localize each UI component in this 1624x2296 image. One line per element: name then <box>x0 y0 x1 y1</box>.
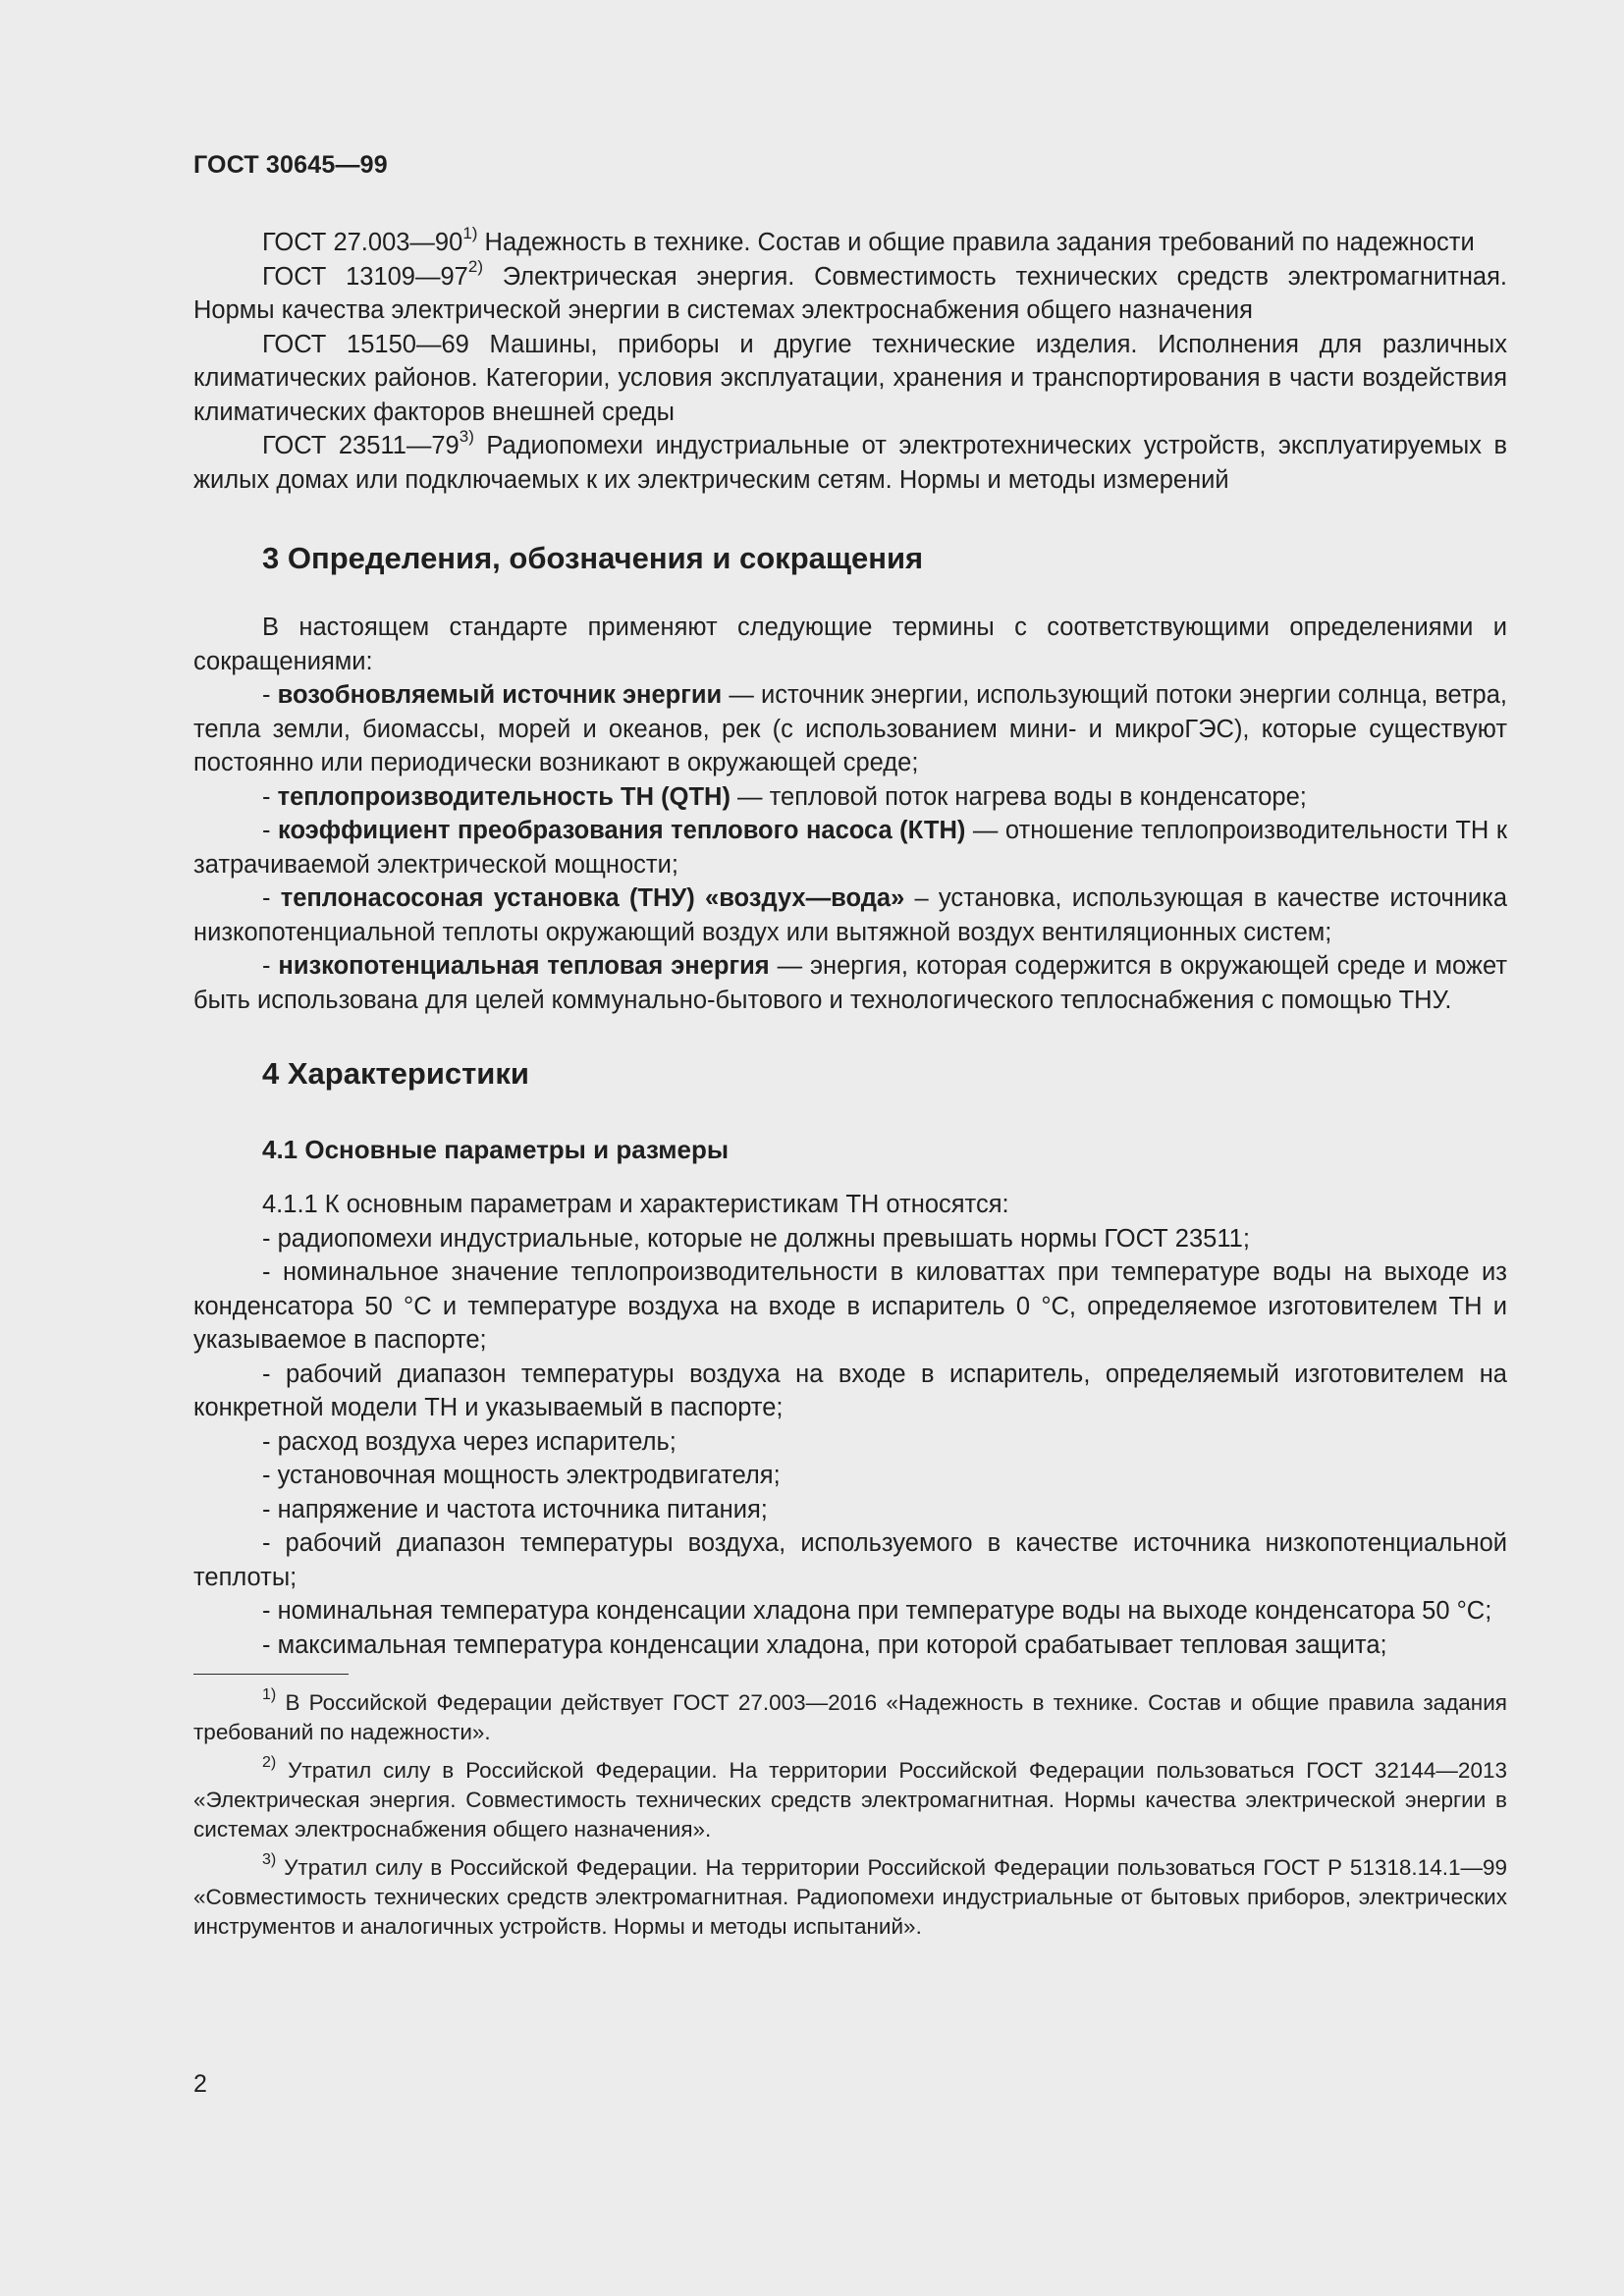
list-dash: - <box>262 817 279 844</box>
footnote-separator <box>193 1674 349 1675</box>
term: низкопотенциальная тепловая энергия <box>278 952 770 980</box>
definition-item <box>193 678 1507 780</box>
term: теплонасосоная установка (ТНУ) «воздух—вода» <box>280 884 905 912</box>
term: коэффициент преобразования теплового насоса (КТН) <box>278 817 966 844</box>
reference-code: ГОСТ 27.003—90 <box>262 229 463 256</box>
reference-item <box>193 328 1507 430</box>
list-dash: - <box>262 681 278 709</box>
footnote-text: В Российской Федерации действует ГОСТ 27.003—2016 «Надежность в технике. Состав и общие правила задания требований по надежности». <box>193 1690 1507 1744</box>
list-item: - рабочий диапазон температуры воздуха, используемого в качестве источника низкопотенциальной теплоты; <box>193 1529 1507 1591</box>
reference-title: Радиопомехи индустриальные от электротехнических устройств, эксплуатируемых в жилых домах или подключаемых к их электрическим сетям. Нормы и методы измерений <box>193 432 1507 494</box>
footnote-mark: 1) <box>462 223 478 242</box>
list-item: - расход воздуха через испаритель; <box>262 1427 677 1456</box>
footnote <box>193 1850 1507 1942</box>
list-item: - максимальная температура конденсации хладона, при которой срабатывает тепловая защита; <box>262 1630 1387 1659</box>
reference-code: ГОСТ 23511—79 <box>262 432 460 459</box>
page-number: 2 <box>193 2070 207 2098</box>
list-item: - напряжение и частота источника питания; <box>262 1495 768 1523</box>
term-definition: — тепловой поток нагрева воды в конденсаторе; <box>730 782 1307 811</box>
footnote-mark: 3) <box>262 1850 277 1868</box>
list-dash: - <box>262 884 281 912</box>
reference-item <box>193 223 1507 260</box>
term-definition: – установка, использующая в качестве источника низкопотенциальной теплоты окружающий воздух или вытяжной воздух вентиляционных систем; <box>193 884 1507 946</box>
section-3-intro: В настоящем стандарте применяют следующие термины с соответствующими определениями и сокращениями: <box>193 614 1507 675</box>
reference-code: ГОСТ 13109—97 <box>262 262 468 291</box>
reference-item <box>193 257 1507 328</box>
document-code-header: ГОСТ 30645—99 <box>193 151 388 179</box>
page-content <box>193 145 1507 1950</box>
list-item: - установочная мощность электродвигателя; <box>262 1462 781 1489</box>
term-definition: — источник энергии, использующий потоки энергии солнца, ветра, тепла земли, биомассы, морей и океанов, рек (с использованием мини- и микроГЭС), которые существуют постоянно или периодически возникают в окружающей среде; <box>193 681 1507 776</box>
footnote-mark: 3) <box>459 426 474 446</box>
footnote-mark: 2) <box>262 1753 277 1771</box>
footnotes <box>193 1685 1507 1942</box>
list-item: - номинальная температура конденсации хладона при температуре воды на выходе конденсатора 50 °С; <box>262 1597 1492 1625</box>
list-item: - номинальное значение теплопроизводительности в киловаттах при температуре воды на выходе из конденсатора 50 °С и температуре воздуха на входе в испаритель 0 °С, определяемое изготовителем ТН и указываемое в паспорте; <box>193 1258 1507 1354</box>
definition-item <box>193 881 1507 949</box>
subsection-4-1-heading: 4.1 Основные параметры и размеры <box>262 1135 730 1164</box>
reference-code: ГОСТ 15150—69 <box>262 330 469 358</box>
section-4-heading: 4 Характеристики <box>262 1056 529 1091</box>
definition-item <box>193 949 1507 1017</box>
term-definition: — отношение теплопроизводительности ТН к затрачиваемой электрической мощности; <box>193 817 1507 879</box>
footnote-mark: 1) <box>262 1685 277 1703</box>
list-dash: - <box>262 952 279 980</box>
list-dash: - <box>262 782 278 811</box>
footnote-text: Утратил силу в Российской Федерации. На территории Российской Федерации пользоваться ГОСТ Р 51318.14.1—99 «Совместимость технических средств электромагнитная. Радиопомехи индустриальные от бытовых приборов, электрических инструментов и аналогичных устройств. Нормы и методы испытаний». <box>193 1855 1507 1939</box>
clause-4-1-1-lead: 4.1.1 К основным параметрам и характеристикам ТН относятся: <box>262 1191 1009 1218</box>
references-list <box>193 223 1507 497</box>
definition-item <box>193 814 1507 881</box>
term-definition: — энергия, которая содержится в окружающей среде и может быть использована для целей коммунально-бытового и технологического теплоснабжения с помощью ТНУ. <box>193 952 1507 1014</box>
footnote-mark: 2) <box>467 257 483 276</box>
reference-title: Надежность в технике. Состав и общие правила задания требований по надежности <box>484 229 1475 256</box>
list-item: - радиопомехи индустриальные, которые не должны превышать нормы ГОСТ 23511; <box>262 1224 1250 1253</box>
definition-item <box>193 780 1507 815</box>
reference-title: Машины, приборы и другие технические изделия. Исполнения для различных климатических районов. Категории, условия эксплуатации, хранения и транспортирования в части воздействия климатических факторов внешней среды <box>193 330 1507 426</box>
definitions-list <box>193 678 1507 1017</box>
footnote <box>193 1685 1507 1747</box>
reference-item <box>193 426 1507 497</box>
footnote-text: Утратил силу в Российской Федерации. На территории Российской Федерации пользоваться ГОСТ 32144—2013 «Электрическая энергия. Совместимость технических средств электромагнитная. Нормы качества электрической энергии в системах электроснабжения общего назначения». <box>193 1758 1507 1842</box>
reference-title: Электрическая энергия. Совместимость технических средств электромагнитная. Нормы качества электрической энергии в системах электроснабжения общего назначения <box>193 262 1507 324</box>
footnote <box>193 1753 1507 1844</box>
section-3-heading: 3 Определения, обозначения и сокращения <box>262 541 924 575</box>
parameters-list <box>193 1222 1507 1663</box>
term: возобновляемый источник энергии <box>277 681 723 709</box>
list-item: - рабочий диапазон температуры воздуха на входе в испаритель, определяемый изготовителем на конкретной модели ТН и указываемый в паспорте; <box>193 1360 1507 1421</box>
term: теплопроизводительность ТН (QТН) <box>277 782 731 811</box>
